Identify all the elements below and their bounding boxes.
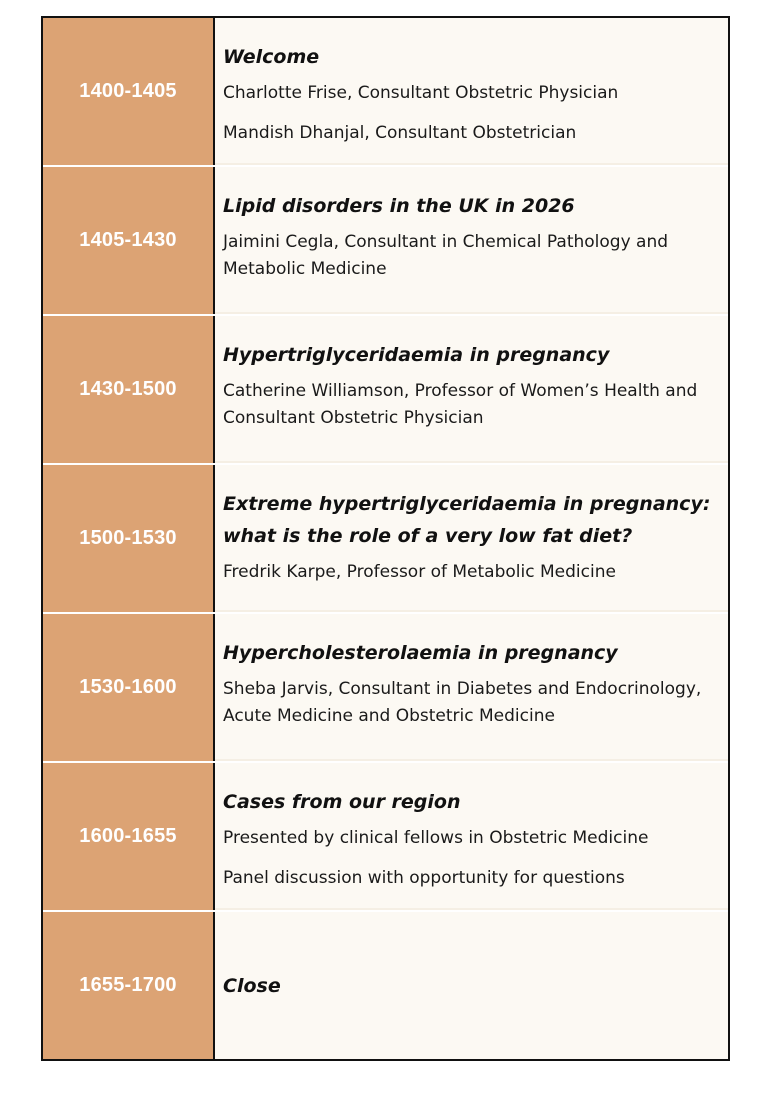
speaker-line: Charlotte Frise, Consultant Obstetric Physician	[223, 83, 619, 103]
schedule-row-1500	[43, 465, 728, 614]
schedule-row-1400	[43, 18, 728, 167]
schedule-row-1600	[43, 763, 728, 912]
schedule-row-1530	[43, 614, 728, 763]
session-details	[215, 763, 728, 910]
speaker-line: Catherine Williamson, Professor of Women’s Health and Consultant Obstetric Physician	[223, 381, 698, 428]
time-label: 1405-1430	[79, 229, 177, 251]
speaker-line: Panel discussion with opportunity for questions	[223, 868, 625, 888]
time-label: 1600-1655	[79, 825, 177, 847]
session-title: Hypercholesterolaemia in pregnancy	[223, 642, 618, 664]
schedule-row-1655	[43, 912, 728, 1059]
time-label: 1655-1700	[79, 974, 177, 996]
time-label: 1400-1405	[79, 80, 177, 102]
time-label: 1430-1500	[79, 378, 177, 400]
time-cell	[43, 316, 215, 463]
session-details	[215, 614, 728, 761]
time-cell	[43, 465, 215, 612]
session-title: Cases from our region	[223, 791, 461, 813]
speaker-line: Jaimini Cegla, Consultant in Chemical Pathology and Metabolic Medicine	[223, 232, 669, 279]
session-title: Lipid disorders in the UK in 2026	[223, 195, 575, 217]
session-details	[215, 18, 728, 165]
time-cell	[43, 18, 215, 165]
schedule-row-1405	[43, 167, 728, 316]
session-details	[215, 465, 728, 612]
session-details	[215, 912, 728, 1059]
speaker-line: Mandish Dhanjal, Consultant Obstetrician	[223, 123, 577, 143]
session-title: Close	[223, 974, 281, 997]
session-title: Welcome	[223, 46, 320, 68]
session-details	[215, 316, 728, 463]
session-details	[215, 167, 728, 314]
schedule-row-1430	[43, 316, 728, 465]
speaker-line: Fredrik Karpe, Professor of Metabolic Medicine	[223, 562, 616, 582]
time-cell	[43, 912, 215, 1059]
speaker-line: Presented by clinical fellows in Obstetric Medicine	[223, 828, 649, 848]
speaker-line: Sheba Jarvis, Consultant in Diabetes and Endocrinology, Acute Medicine and Obstetric Medicine	[223, 679, 702, 726]
time-cell	[43, 167, 215, 314]
session-title: Extreme hypertriglyceridaemia in pregnancy: what is the role of a very low fat diet?	[223, 493, 711, 547]
schedule-table	[41, 16, 730, 1061]
time-cell	[43, 763, 215, 910]
session-title: Hypertriglyceridaemia in pregnancy	[223, 344, 610, 366]
time-label: 1530-1600	[79, 676, 177, 698]
time-label: 1500-1530	[79, 527, 177, 549]
time-cell	[43, 614, 215, 761]
